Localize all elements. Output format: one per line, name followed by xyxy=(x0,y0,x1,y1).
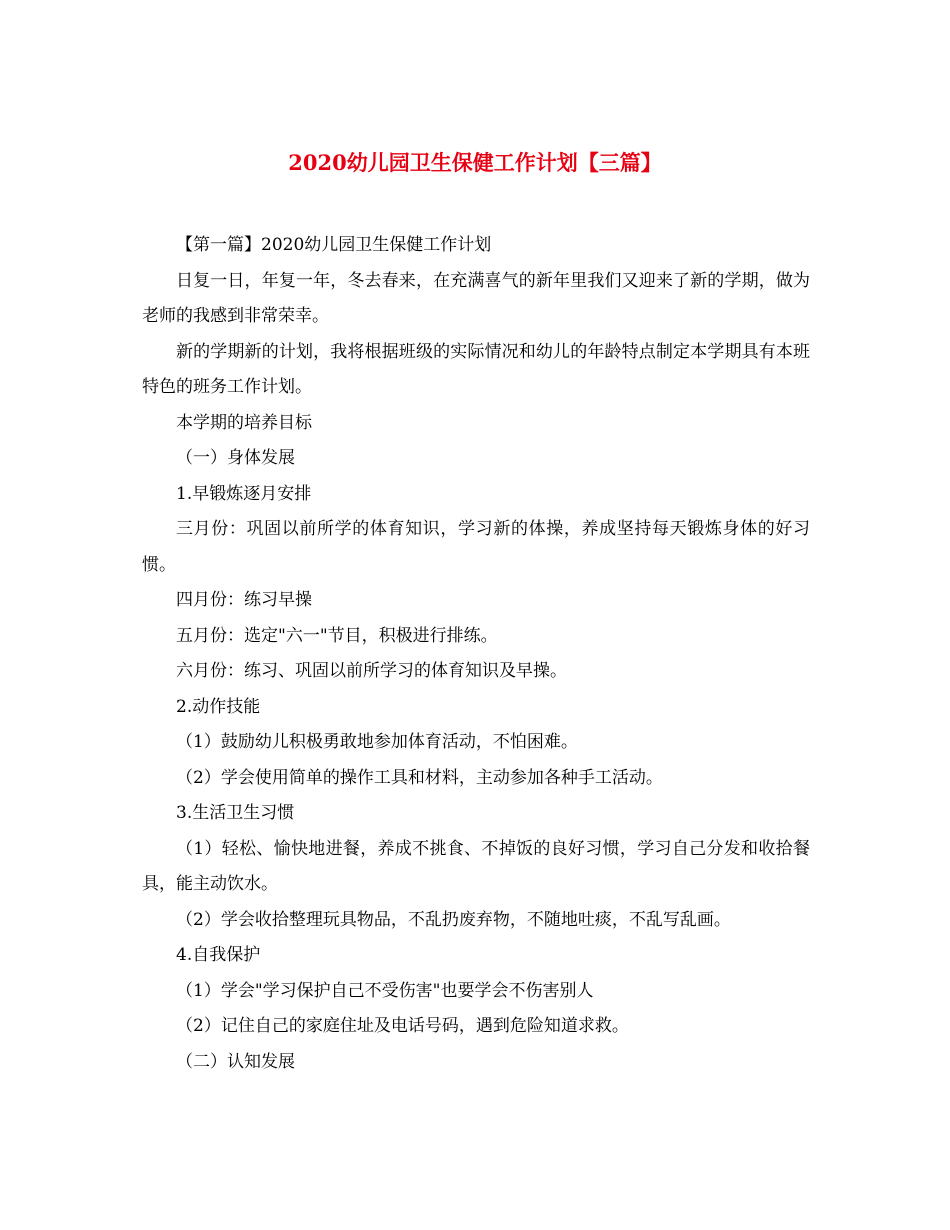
paragraph-april: 四月份：练习早操 xyxy=(176,590,312,610)
list-item-hygiene-2: （2）学会收拾整理玩具物品，不乱扔废弃物，不随地吐痰，不乱写乱画。 xyxy=(176,909,731,930)
paragraph-march: 三月份：巩固以前所学的体育知识，学习新的体操，养成坚持每天锻炼身体的好习惯。 xyxy=(142,519,810,575)
paragraph-heading-part-one: 【第一篇】2020幼儿园卫生保健工作计划 xyxy=(176,235,492,255)
document-title: 2020幼儿园卫生保健工作计划【三篇】 xyxy=(288,150,662,175)
list-item-protection-1: （1）学会"学习保护自己不受伤害"也要学会不伤害别人 xyxy=(176,980,594,1001)
document-body xyxy=(142,228,810,1080)
paragraph-june: 六月份：练习、巩固以前所学习的体育知识及早操。 xyxy=(176,661,567,681)
subsection-self-protection: 4.自我保护 xyxy=(176,945,261,965)
list-item-motor-1: （1）鼓励幼儿积极勇敢地参加体育活动，不怕困难。 xyxy=(176,732,578,752)
list-item-motor-2: （2）学会使用简单的操作工具和材料，主动参加各种手工活动。 xyxy=(176,767,663,788)
paragraph-intro: 日复一日，年复一年，冬去春来，在充满喜气的新年里我们又迎来了新的学期，做为老师的我感到非常荣幸。 xyxy=(142,270,810,326)
paragraph-plan: 新的学期新的计划，我将根据班级的实际情况和幼儿的年龄特点制定本学期具有本班特色的班务工作计划。 xyxy=(142,341,810,397)
subsection-motor-skills: 2.动作技能 xyxy=(176,696,261,717)
paragraph-may: 五月份：选定"六一"节目，积极进行排练。 xyxy=(176,625,498,646)
section-physical-development: （一）身体发展 xyxy=(176,448,295,468)
section-cognitive-development: （二）认知发展 xyxy=(176,1051,295,1072)
paragraph-goals-heading: 本学期的培养目标 xyxy=(176,412,312,433)
subsection-morning-exercise: 1.早锻炼逐月安排 xyxy=(176,483,312,504)
subsection-hygiene-habits: 3.生活卫生习惯 xyxy=(176,803,295,823)
list-item-protection-2: （2）记住自己的家庭住址及电话号码，遇到危险知道求救。 xyxy=(176,1016,629,1036)
list-item-hygiene-1: （1）轻松、愉快地进餐，养成不挑食、不掉饭的良好习惯，学习自己分发和收拾餐具，能主动饮水。 xyxy=(142,838,810,894)
